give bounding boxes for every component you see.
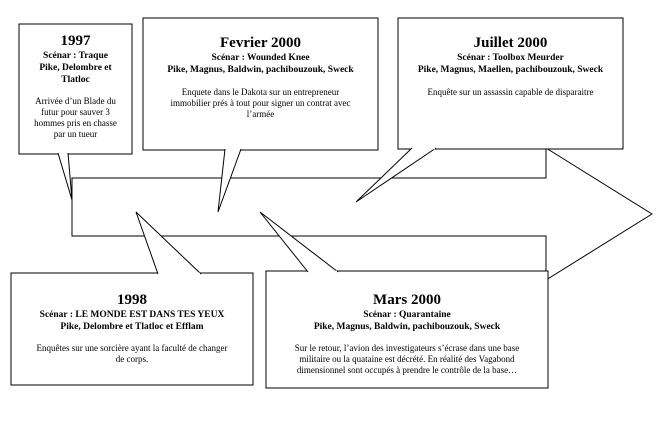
description-line: hommes pris en chasse	[34, 118, 117, 128]
event-description	[11, 343, 253, 365]
event-1998	[11, 292, 253, 365]
description-line: militaire ou la quataine est décrété. En réalité des Vagabond	[299, 354, 515, 364]
event-scenario: Scénar : Traque	[43, 51, 108, 61]
description-line: Enquêtes sur une sorcière ayant la faculté de changer	[36, 343, 228, 353]
description-line: Sur le retour, l’avion des investigateurs s’écrase dans une base	[294, 343, 520, 353]
description-line: de corps.	[115, 354, 149, 364]
event-scenario: Scénar : Wounded Knee	[211, 53, 310, 63]
event-fevrier-2000	[143, 35, 378, 120]
event-team: Tlatloc	[61, 75, 90, 85]
event-team: Pike, Magnus, Maellen, pachibouzouk, Sweck	[417, 65, 604, 75]
event-scenario: Scénar : Toolbox Meurder	[457, 53, 564, 63]
event-team: Pike, Delombre et Tlatloc et Efflam	[60, 322, 204, 332]
description-line: Enquête sur un assassin capable de disparaitre	[427, 87, 594, 97]
event-date: Juillet 2000	[473, 35, 548, 51]
description-line: immobilier prés à tout pour signer un contrat avec	[170, 98, 351, 108]
event-team: Pike, Magnus, Baldwin, pachibouzouk, Sweck	[167, 65, 354, 75]
event-date: 1997	[60, 33, 91, 49]
event-date: 1998	[117, 292, 147, 308]
description-line: Enquete dans le Dakota sur un entrepreneur	[181, 87, 340, 97]
event-scenario: Scénar : LE MONDE EST DANS TES YEUX	[39, 310, 225, 320]
event-description	[398, 87, 623, 98]
description-line: par un tueur	[53, 129, 98, 139]
event-description	[143, 87, 378, 120]
event-team: Pike, Delombre et	[39, 63, 112, 73]
event-date: Mars 2000	[373, 292, 441, 308]
event-mars-2000	[266, 292, 548, 376]
event-description	[266, 343, 548, 376]
description-line: futur pour sauver 3	[41, 107, 110, 117]
event-date: Fevrier 2000	[220, 35, 301, 51]
description-line: l’armée	[246, 109, 275, 119]
event-team: Pike, Magnus, Baldwin, pachibouzouk, Sweck	[313, 322, 501, 332]
description-line: dimensionnel sont occupés à prendre le contrôle de la base…	[296, 365, 518, 375]
description-line: Arrivée d’un Blade du	[35, 96, 116, 106]
event-juillet-2000	[398, 35, 623, 98]
event-description	[19, 96, 132, 140]
event-scenario: Scénar : Quarantaine	[363, 310, 451, 320]
event-1997	[19, 33, 132, 140]
